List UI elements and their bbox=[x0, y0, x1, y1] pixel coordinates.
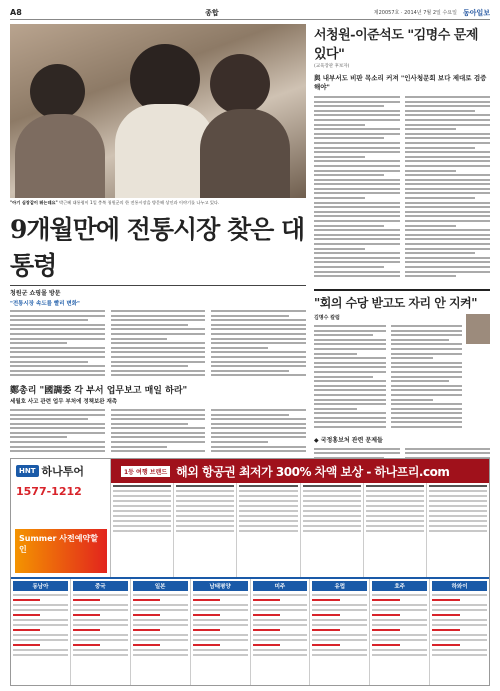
masthead bbox=[10, 6, 490, 20]
ad-banner[interactable] bbox=[111, 459, 489, 483]
paper-name: 동아일보 bbox=[462, 8, 490, 17]
column-headline: "회의 수당 받고도 자리 안 지켜" bbox=[314, 289, 490, 311]
secondary-headline: 鄭총리 "國調委 각 부서 업무보고 매일 하라" bbox=[10, 385, 188, 396]
photo-caption bbox=[10, 200, 306, 206]
author-photo bbox=[466, 314, 490, 344]
issue-info: 제20057호 · 2014년 7월 2일 수요일 bbox=[373, 10, 457, 16]
ad-region[interactable]: 중국 bbox=[71, 579, 130, 685]
main-body-text bbox=[10, 310, 306, 379]
ad-region[interactable]: 남태평양 bbox=[191, 579, 250, 685]
main-headline: 9개월만에 전통시장 찾은 대통령 bbox=[10, 215, 305, 280]
advertisement[interactable] bbox=[10, 458, 490, 686]
ad-brand-name: 하나투어 bbox=[41, 465, 85, 478]
main-subhead: 청원군 쇼핑몰 방문 bbox=[10, 290, 61, 297]
caption-text: 박근혜 대통령이 1일 충북 청원군의 한 전통시장을 방문해 상인과 이야기를 나누고 있다. bbox=[59, 200, 220, 205]
ad-region[interactable]: 미주 bbox=[251, 579, 310, 685]
lead-photo bbox=[10, 24, 306, 198]
ad-region[interactable]: 일본 bbox=[131, 579, 190, 685]
side-subhead: 與 내부서도 비판 목소리 커져 "인사청문회 보다 제대로 검증해야" bbox=[314, 74, 487, 91]
ad-phone[interactable]: 1577-1212 bbox=[16, 485, 82, 498]
secondary-subhead: 세월호 사고 관련 업무 부처에 정책보완 재촉 bbox=[10, 398, 118, 405]
notice-heading: ◆ 국정홍보처 관련 문제들 bbox=[314, 436, 383, 444]
column-body-text bbox=[314, 325, 462, 431]
caption-title: "아기 심장같이 뛰는데요" bbox=[10, 200, 58, 205]
page-number: A8 bbox=[10, 8, 22, 17]
ad-summer-promo[interactable]: Summer 사전예약할인 bbox=[15, 529, 107, 573]
main-subhead-2: "전통시장 속도를 빨리 변화" bbox=[10, 301, 80, 307]
ad-product-grid bbox=[111, 483, 489, 577]
ad-region[interactable]: 유럽 bbox=[310, 579, 369, 685]
ad-region-grid bbox=[11, 577, 489, 685]
side-headline: 서청원-이준석도 "김명수 문제 있다" bbox=[314, 28, 478, 62]
hnt-logo: HNT bbox=[16, 465, 39, 477]
ad-brand-panel[interactable] bbox=[11, 459, 111, 577]
secondary-body-text bbox=[10, 409, 306, 455]
side-subtitle: (교육장관 후보자) bbox=[314, 64, 350, 69]
ad-region[interactable]: 하와이 bbox=[430, 579, 489, 685]
column-author: 김명수 칼럼 bbox=[314, 314, 490, 321]
divider bbox=[10, 285, 306, 286]
section-name: 종합 bbox=[205, 8, 219, 17]
ad-banner-tag: 1등 여행 브랜드 bbox=[121, 466, 170, 477]
side-body-text bbox=[314, 96, 490, 280]
ad-region[interactable]: 호주 bbox=[370, 579, 429, 685]
ad-region[interactable]: 동남아 bbox=[11, 579, 70, 685]
ad-banner-text: 해외 항공권 최저가 300% 차액 보상 - 하나프리.com bbox=[176, 464, 450, 479]
